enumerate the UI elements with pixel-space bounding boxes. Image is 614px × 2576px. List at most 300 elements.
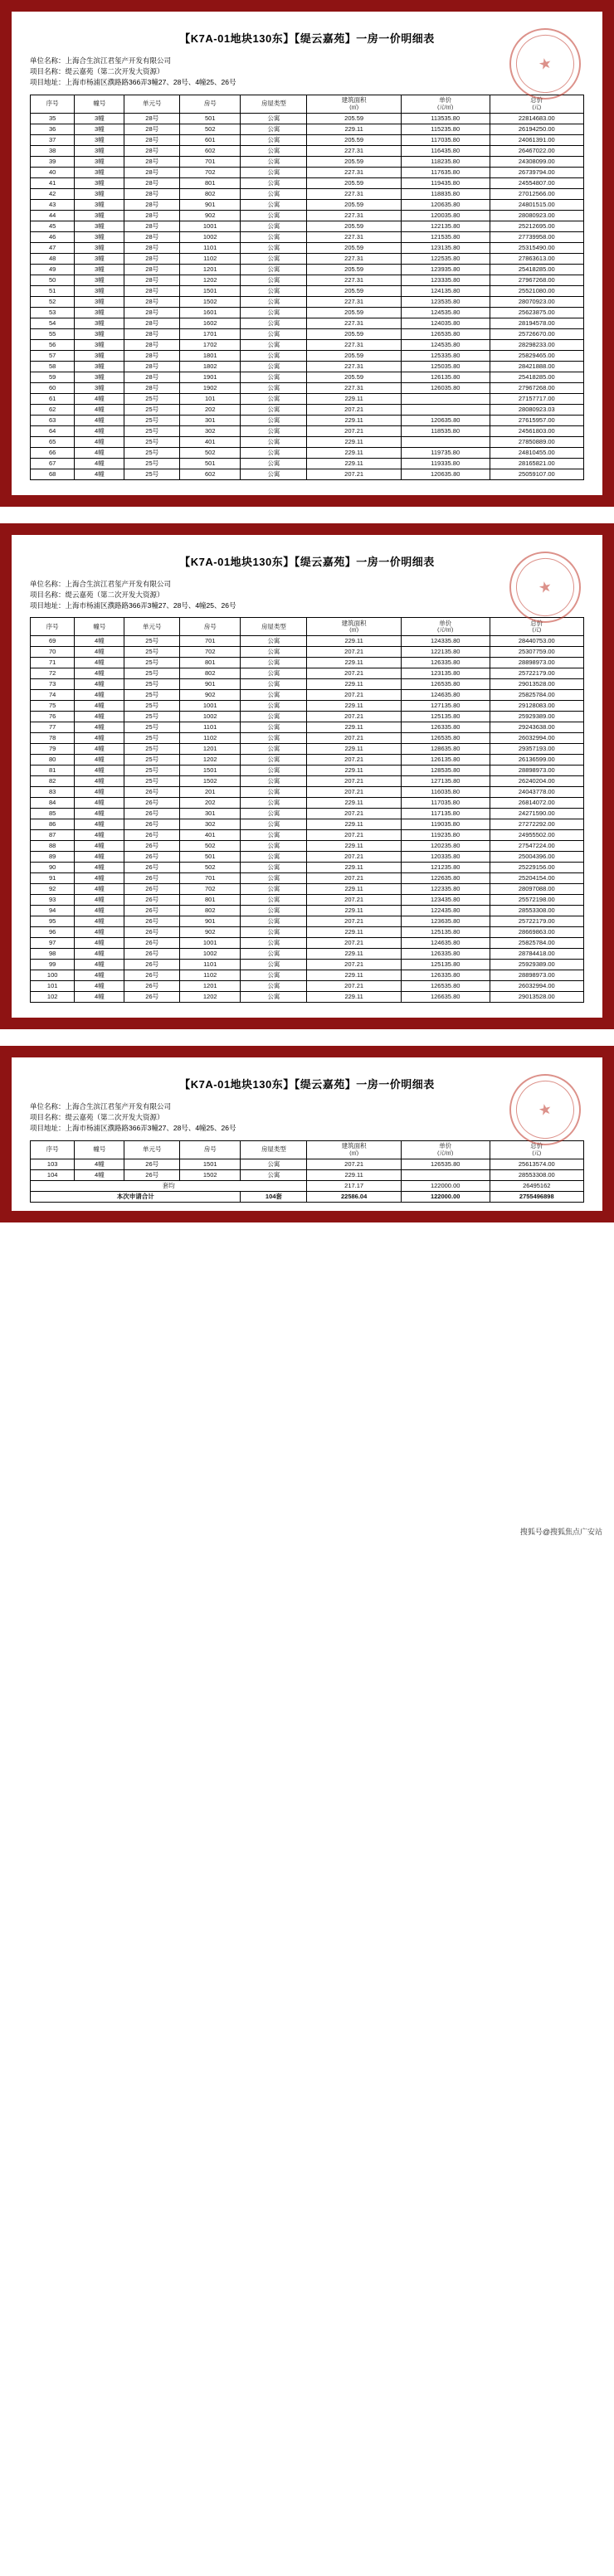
cell-seq: 46	[31, 231, 75, 242]
cell-bldg: 4幢	[75, 981, 124, 992]
cell-total: 28784418.00	[490, 949, 583, 960]
cell-seq: 70	[31, 647, 75, 658]
cell-price: 124635.80	[401, 938, 490, 949]
cell-bldg: 4幢	[75, 863, 124, 873]
cell-price: 123435.80	[401, 895, 490, 906]
cell-type: 公寓	[241, 755, 307, 766]
cell-unit: 26号	[124, 787, 180, 798]
cell-room: 1102	[180, 733, 241, 744]
cell-seq: 73	[31, 679, 75, 690]
cell-unit: 25号	[124, 668, 180, 679]
cell-unit: 26号	[124, 852, 180, 863]
cell-area: 205.59	[307, 221, 401, 231]
cell-price: 120235.80	[401, 841, 490, 852]
table-row	[31, 188, 584, 199]
cell-seq: 93	[31, 895, 75, 906]
cell-total: 25722179.00	[490, 668, 583, 679]
cell-total: 25315490.00	[490, 242, 583, 253]
col-header-price	[401, 95, 490, 113]
cell-seq: 94	[31, 906, 75, 916]
table-row	[31, 318, 584, 328]
cell-unit: 26号	[124, 927, 180, 938]
cell-area: 229.11	[307, 884, 401, 895]
cell-type: 公寓	[241, 124, 307, 134]
price-sheet-3	[0, 1046, 614, 1222]
cell-seq: 55	[31, 328, 75, 339]
table-row	[31, 884, 584, 895]
cell-type: 公寓	[241, 372, 307, 382]
cell-bldg: 4幢	[75, 819, 124, 830]
cell-type: 公寓	[241, 658, 307, 668]
col-header-room: 房号	[180, 95, 241, 113]
cell-area: 207.21	[307, 787, 401, 798]
cell-total: 25521080.00	[490, 285, 583, 296]
cell-unit: 28号	[124, 253, 180, 264]
cell-unit: 28号	[124, 285, 180, 296]
table-row	[31, 852, 584, 863]
cell-seq: 37	[31, 134, 75, 145]
table-row	[31, 415, 584, 425]
cell-area: 227.31	[307, 339, 401, 350]
cell-room: 802	[180, 906, 241, 916]
cell-type: 公寓	[241, 307, 307, 318]
cell-price: 123535.80	[401, 296, 490, 307]
cell-seq: 95	[31, 916, 75, 927]
cell-type: 公寓	[241, 199, 307, 210]
price-table-3	[30, 1140, 584, 1203]
table-row	[31, 992, 584, 1003]
table-row	[31, 755, 584, 766]
cell-seq: 82	[31, 776, 75, 787]
sum-label: 本次申请合计	[31, 1191, 241, 1202]
cell-seq: 79	[31, 744, 75, 755]
cell-price: 126335.80	[401, 722, 490, 733]
table-row	[31, 679, 584, 690]
cell-room: 1001	[180, 938, 241, 949]
cell-total: 27615957.00	[490, 415, 583, 425]
cell-bldg: 3幢	[75, 307, 124, 318]
col-header-bldg: 幢号	[75, 618, 124, 636]
cell-room: 1201	[180, 264, 241, 275]
cell-price: 119735.80	[401, 447, 490, 458]
document-meta	[30, 1101, 584, 1135]
cell-bldg: 3幢	[75, 231, 124, 242]
cell-area: 229.11	[307, 701, 401, 712]
cell-bldg: 4幢	[75, 1169, 124, 1180]
cell-type: 公寓	[241, 841, 307, 852]
cell-bldg: 4幢	[75, 404, 124, 415]
table-row	[31, 425, 584, 436]
table-row	[31, 296, 584, 307]
cell-room: 401	[180, 830, 241, 841]
cell-price: 126135.80	[401, 372, 490, 382]
avg-area: 217.17	[307, 1180, 401, 1191]
cell-room: 802	[180, 188, 241, 199]
cell-bldg: 4幢	[75, 970, 124, 981]
cell-total: 25572198.00	[490, 895, 583, 906]
cell-price	[401, 393, 490, 404]
cell-room: 1001	[180, 221, 241, 231]
cell-total: 27967268.00	[490, 382, 583, 393]
col-header-total-text: 总价	[530, 1142, 543, 1150]
col-header-area-unit: (㎡)	[349, 104, 359, 110]
cell-area: 229.11	[307, 766, 401, 776]
cell-seq: 84	[31, 798, 75, 809]
cell-seq: 61	[31, 393, 75, 404]
cell-type: 公寓	[241, 787, 307, 798]
cell-type: 公寓	[241, 744, 307, 755]
cell-type: 公寓	[241, 415, 307, 425]
cell-seq: 67	[31, 458, 75, 469]
cell-area: 229.11	[307, 458, 401, 469]
col-header-total-unit: (元)	[532, 1149, 542, 1156]
cell-room: 1502	[180, 296, 241, 307]
cell-price: 125135.80	[401, 712, 490, 722]
cell-room: 802	[180, 668, 241, 679]
cell-price: 123935.80	[401, 264, 490, 275]
table-row	[31, 404, 584, 415]
avg-price: 122000.00	[401, 1180, 490, 1191]
avg-label: 套均	[31, 1180, 307, 1191]
table-row	[31, 927, 584, 938]
cell-bldg: 3幢	[75, 372, 124, 382]
cell-total: 28080923.00	[490, 210, 583, 221]
cell-unit: 28号	[124, 221, 180, 231]
col-header-type: 房屋类型	[241, 95, 307, 113]
cell-unit: 25号	[124, 679, 180, 690]
cell-area: 205.59	[307, 177, 401, 188]
table-row	[31, 733, 584, 744]
cell-bldg: 3幢	[75, 167, 124, 177]
cell-total: 28080923.03	[490, 404, 583, 415]
page-title: 【K7A-01地块130东】【缇云嘉苑】一房一价明细表	[179, 1078, 435, 1091]
cell-total: 24308099.00	[490, 156, 583, 167]
cell-area: 207.21	[307, 469, 401, 479]
cell-seq: 88	[31, 841, 75, 852]
cell-unit: 25号	[124, 766, 180, 776]
cell-total: 26739794.00	[490, 167, 583, 177]
cell-price: 126635.80	[401, 992, 490, 1003]
cell-seq: 86	[31, 819, 75, 830]
cell-area: 227.31	[307, 253, 401, 264]
table-row	[31, 916, 584, 927]
cell-area: 229.11	[307, 819, 401, 830]
cell-type: 公寓	[241, 776, 307, 787]
cell-type: 公寓	[241, 733, 307, 744]
cell-bldg: 3幢	[75, 221, 124, 231]
table-row	[31, 960, 584, 970]
cell-bldg: 4幢	[75, 884, 124, 895]
cell-type: 公寓	[241, 447, 307, 458]
col-header-total-text: 总价	[530, 96, 543, 104]
meta-company: 单位名称：上海合生滨江君玺产开发有限公司	[30, 56, 172, 65]
cell-type: 公寓	[241, 275, 307, 285]
cell-price: 116035.80	[401, 787, 490, 798]
page-title: 【K7A-01地块130东】【缇云嘉苑】一房一价明细表	[179, 555, 435, 568]
col-header-price-unit: (元/㎡)	[437, 1149, 454, 1156]
cell-unit: 25号	[124, 415, 180, 425]
meta-address: 项目地址：上海市杨浦区濮路路366弄3幢27、28号、4幢25、26号	[30, 600, 236, 610]
cell-bldg: 4幢	[75, 393, 124, 404]
cell-price: 126035.80	[401, 382, 490, 393]
col-header-bldg: 幢号	[75, 95, 124, 113]
cell-unit: 26号	[124, 906, 180, 916]
col-header-seq: 序号	[31, 1140, 75, 1159]
cell-unit: 25号	[124, 425, 180, 436]
cell-total: 24271590.00	[490, 809, 583, 819]
cell-room: 701	[180, 156, 241, 167]
cell-price: 120035.80	[401, 210, 490, 221]
col-header-bldg: 幢号	[75, 1140, 124, 1159]
cell-room: 1101	[180, 722, 241, 733]
cell-price: 117635.80	[401, 167, 490, 177]
cell-seq: 39	[31, 156, 75, 167]
cell-room: 1502	[180, 776, 241, 787]
cell-bldg: 3幢	[75, 253, 124, 264]
table-row	[31, 744, 584, 755]
sum-price: 122000.00	[401, 1191, 490, 1202]
table-row	[31, 113, 584, 124]
cell-seq: 85	[31, 809, 75, 819]
cell-total: 24955502.00	[490, 830, 583, 841]
table-body-1	[31, 113, 584, 479]
col-header-price	[401, 1140, 490, 1159]
cell-area: 205.59	[307, 113, 401, 124]
cell-bldg: 4幢	[75, 469, 124, 479]
cell-room: 502	[180, 863, 241, 873]
cell-bldg: 4幢	[75, 415, 124, 425]
cell-seq: 45	[31, 221, 75, 231]
cell-unit: 25号	[124, 733, 180, 744]
cell-area: 227.31	[307, 382, 401, 393]
cell-type: 公寓	[241, 863, 307, 873]
table-row	[31, 231, 584, 242]
cell-type: 公寓	[241, 382, 307, 393]
price-sheet-2	[0, 523, 614, 1030]
cell-bldg: 4幢	[75, 733, 124, 744]
cell-type: 公寓	[241, 469, 307, 479]
cell-total: 29243638.00	[490, 722, 583, 733]
table-row	[31, 447, 584, 458]
cell-type: 公寓	[241, 906, 307, 916]
cell-room: 1501	[180, 1159, 241, 1169]
cell-area: 207.21	[307, 776, 401, 787]
cell-seq: 104	[31, 1169, 75, 1180]
table-row	[31, 938, 584, 949]
cell-area: 207.21	[307, 938, 401, 949]
cell-bldg: 4幢	[75, 701, 124, 712]
cell-seq: 48	[31, 253, 75, 264]
col-header-total-unit: (元)	[532, 104, 542, 110]
cell-seq: 52	[31, 296, 75, 307]
table-row	[31, 285, 584, 296]
cell-type: 公寓	[241, 134, 307, 145]
cell-total: 28898973.00	[490, 658, 583, 668]
cell-area: 227.31	[307, 318, 401, 328]
cell-room: 202	[180, 798, 241, 809]
cell-area: 227.31	[307, 167, 401, 177]
table-row	[31, 328, 584, 339]
cell-seq: 57	[31, 350, 75, 361]
cell-price: 127135.80	[401, 701, 490, 712]
table-row	[31, 199, 584, 210]
cell-unit: 25号	[124, 469, 180, 479]
cell-total: 25722179.00	[490, 916, 583, 927]
table-row	[31, 393, 584, 404]
cell-bldg: 3幢	[75, 285, 124, 296]
cell-total: 28298233.00	[490, 339, 583, 350]
table-row	[31, 1159, 584, 1169]
cell-type: 公寓	[241, 436, 307, 447]
cell-type: 公寓	[241, 809, 307, 819]
col-header-price-text: 单价	[439, 96, 452, 104]
cell-room: 1501	[180, 285, 241, 296]
cell-price: 126535.80	[401, 733, 490, 744]
cell-bldg: 3幢	[75, 188, 124, 199]
cell-bldg: 3幢	[75, 124, 124, 134]
cell-area: 205.59	[307, 285, 401, 296]
cell-price: 125135.80	[401, 927, 490, 938]
cell-unit: 28号	[124, 350, 180, 361]
cell-area: 207.21	[307, 755, 401, 766]
cell-seq: 43	[31, 199, 75, 210]
cell-price: 126335.80	[401, 658, 490, 668]
cell-type: 公寓	[241, 350, 307, 361]
cell-type: 公寓	[241, 264, 307, 275]
cell-unit: 28号	[124, 318, 180, 328]
cell-bldg: 4幢	[75, 906, 124, 916]
cell-type: 公寓	[241, 852, 307, 863]
cell-bldg: 4幢	[75, 447, 124, 458]
table-header-row	[31, 618, 584, 636]
cell-total: 24554807.00	[490, 177, 583, 188]
table-row	[31, 264, 584, 275]
table-row	[31, 339, 584, 350]
col-header-seq: 序号	[31, 618, 75, 636]
cell-bldg: 4幢	[75, 668, 124, 679]
cell-seq: 66	[31, 447, 75, 458]
cell-area: 227.31	[307, 231, 401, 242]
table-row	[31, 766, 584, 776]
cell-area: 205.59	[307, 199, 401, 210]
meta-project: 项目名称：缇云嘉苑（第二次开发大资源）	[30, 1113, 164, 1122]
cell-unit: 28号	[124, 177, 180, 188]
cell-unit: 28号	[124, 275, 180, 285]
cell-total: 25307759.00	[490, 647, 583, 658]
cell-type: 公寓	[241, 819, 307, 830]
cell-type: 公寓	[241, 992, 307, 1003]
cell-price: 123135.80	[401, 242, 490, 253]
cell-price: 119235.80	[401, 830, 490, 841]
cell-area: 207.21	[307, 668, 401, 679]
cell-area: 207.21	[307, 895, 401, 906]
cell-unit: 28号	[124, 134, 180, 145]
cell-seq: 64	[31, 425, 75, 436]
cell-unit: 28号	[124, 264, 180, 275]
meta-address: 项目地址：上海市杨浦区濮路路366弄3幢27、28号、4幢25、26号	[30, 78, 236, 87]
meta-company: 单位名称：上海合生滨江君玺产开发有限公司	[30, 579, 172, 588]
cell-price: 113535.80	[401, 113, 490, 124]
cell-total: 26032994.00	[490, 981, 583, 992]
cell-total: 28898973.00	[490, 970, 583, 981]
cell-unit: 25号	[124, 404, 180, 415]
cell-room: 1901	[180, 372, 241, 382]
cell-type: 公寓	[241, 884, 307, 895]
cell-area: 207.21	[307, 647, 401, 658]
cell-price: 122335.80	[401, 884, 490, 895]
cell-type: 公寓	[241, 916, 307, 927]
cell-room: 401	[180, 436, 241, 447]
cell-seq: 51	[31, 285, 75, 296]
col-header-area-text: 建筑面积	[341, 1142, 367, 1150]
cell-bldg: 3幢	[75, 145, 124, 156]
cell-type: 公寓	[241, 221, 307, 231]
cell-bldg: 3幢	[75, 177, 124, 188]
table-row	[31, 156, 584, 167]
table-row	[31, 658, 584, 668]
cell-room: 1202	[180, 992, 241, 1003]
cell-type: 公寓	[241, 949, 307, 960]
cell-seq: 40	[31, 167, 75, 177]
cell-room: 601	[180, 134, 241, 145]
cell-bldg: 3幢	[75, 339, 124, 350]
cell-bldg: 4幢	[75, 841, 124, 852]
cell-bldg: 4幢	[75, 436, 124, 447]
cell-type: 公寓	[241, 318, 307, 328]
cell-seq: 102	[31, 992, 75, 1003]
cell-total: 26136599.00	[490, 755, 583, 766]
table-header-row	[31, 1140, 584, 1159]
meta-project: 项目名称：缇云嘉苑（第二次开发大资源）	[30, 67, 164, 76]
table-body-3	[31, 1159, 584, 1180]
cell-room: 801	[180, 658, 241, 668]
cell-total: 27272292.00	[490, 819, 583, 830]
cell-room: 302	[180, 425, 241, 436]
cell-bldg: 4幢	[75, 873, 124, 884]
cell-price: 120635.80	[401, 469, 490, 479]
cell-room: 101	[180, 393, 241, 404]
cell-bldg: 4幢	[75, 766, 124, 776]
cell-unit: 28号	[124, 361, 180, 372]
cell-room: 1202	[180, 275, 241, 285]
col-header-unit: 单元号	[124, 95, 180, 113]
col-header-unit: 单元号	[124, 618, 180, 636]
cell-unit: 28号	[124, 339, 180, 350]
cell-bldg: 3幢	[75, 264, 124, 275]
cell-unit: 26号	[124, 970, 180, 981]
cell-total: 25212695.00	[490, 221, 583, 231]
cell-seq: 54	[31, 318, 75, 328]
table-row	[31, 382, 584, 393]
col-header-price-unit: (元/㎡)	[437, 627, 454, 634]
cell-total: 26240204.00	[490, 776, 583, 787]
col-header-type: 房屋类型	[241, 1140, 307, 1159]
cell-seq: 96	[31, 927, 75, 938]
cell-seq: 50	[31, 275, 75, 285]
cell-total: 25825784.00	[490, 938, 583, 949]
cell-seq: 41	[31, 177, 75, 188]
cell-bldg: 4幢	[75, 636, 124, 647]
cell-total: 25418285.00	[490, 372, 583, 382]
cell-unit: 28号	[124, 307, 180, 318]
table-row	[31, 1169, 584, 1180]
cell-price: 123635.80	[401, 916, 490, 927]
source-credit: 搜狐号@搜狐焦点广安站	[519, 1527, 602, 1536]
cell-room: 1201	[180, 981, 241, 992]
cell-room: 1601	[180, 307, 241, 318]
cell-type: 公寓	[241, 156, 307, 167]
cell-bldg: 4幢	[75, 776, 124, 787]
